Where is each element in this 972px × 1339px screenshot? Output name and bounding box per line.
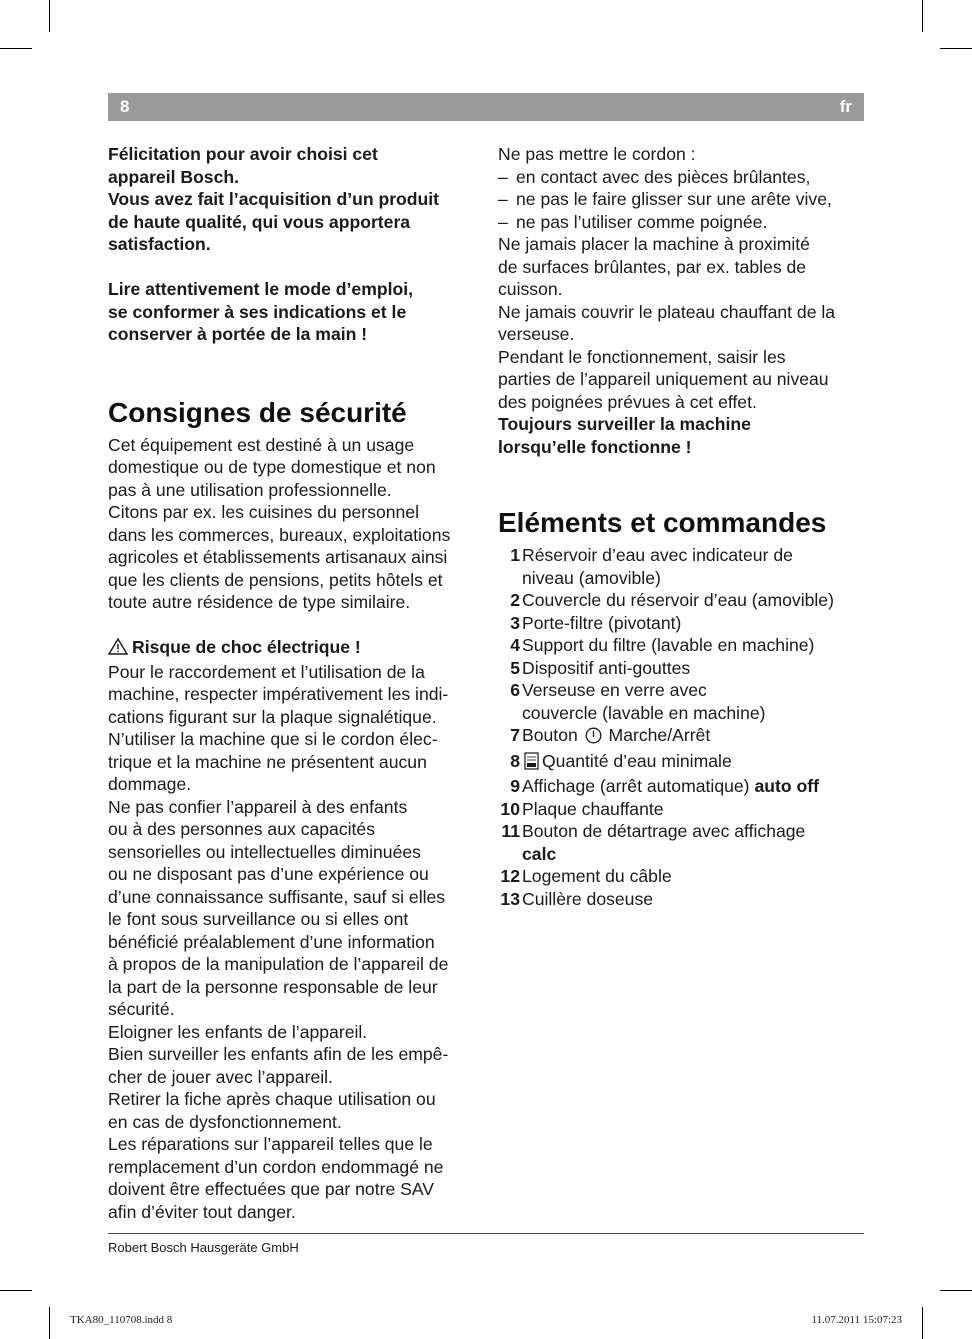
text-line: afin d’éviter tout danger. [108,1201,296,1222]
text-line: se conformer à ses indications et le [108,301,407,322]
item-number: 13 [500,888,520,909]
text-line: bénéficié préalablement d’une information [108,931,435,952]
footer-divider [108,1233,864,1234]
elements-list [498,544,864,910]
text-line: Pendant le fonctionnement, saisir les [498,346,786,367]
text-line: Toujours surveiller la machine [498,414,751,434]
text-line: que les clients de pensions, petits hôtels et [108,569,443,590]
item-number: 4 [510,635,520,655]
item-number: 5 [510,657,520,678]
list-item: – en contact avec des pièces brûlantes, [498,166,811,187]
text-line: Retirer la fiche après chaque utilisation ou [108,1089,436,1109]
text-line: Vous avez fait l’acquisition d’un produit [108,189,440,209]
page-header [108,93,864,121]
text-line: domestique ou de type domestique et non [108,457,436,477]
item-text: Porte-filtre (pivotant) [522,612,682,633]
text-line: de surfaces brûlantes, par ex. tables de [498,256,807,277]
print-slug-file: TKA80_110708.indd 8 [70,1314,173,1326]
text-line: des poignées prévues à cet effet. [498,391,757,412]
warning-triangle-icon [108,638,128,661]
text-line: le font sous surveillance ou si elles ont [108,909,409,929]
text-line: Félicitation pour avoir choisi cet [108,144,378,164]
text-line: Ne jamais placer la machine à proximité [498,234,810,254]
crop-mark [940,48,972,49]
warning-heading [108,636,480,661]
text-line: en cas de dysfonctionnement. [108,1111,342,1132]
item-text: Bouton de détartrage avec affichage [522,821,806,841]
elements-heading: Eléments et commandes [498,507,827,538]
text-line: N’utiliser la machine que si le cordon élec- [108,729,438,749]
crop-mark [49,0,50,32]
item-number: 2 [510,590,520,610]
item-text: Bouton [522,725,578,745]
list-item-text: ne pas le faire glisser sur une arête vive, [516,189,832,209]
list-item-text: en contact avec des pièces brûlantes, [516,166,811,187]
list-item [498,724,864,750]
text-line: sensorielles ou intellectuelles diminuées [108,841,421,862]
intro-congrats [108,143,480,256]
item-text: Verseuse en verre avec [522,680,707,700]
warning-title-text: Risque de choc électrique ! [132,637,361,657]
supervise-warning [498,413,864,458]
item-number: 10 [500,798,520,819]
safety-warning-paragraph [108,661,480,1224]
text-line: ou ne disposant pas d’une expérience ou [108,864,429,884]
list-item [498,775,864,798]
list-item-text: ne pas l’utiliser comme poignée. [516,211,768,232]
crop-mark [922,1307,923,1339]
left-column [108,143,480,1223]
item-text: Support du filtre (lavable en machine) [522,635,815,655]
item-text: Cuillère doseuse [522,888,654,909]
crop-mark [49,1307,50,1339]
text-line: Cet équipement est destiné à un usage [108,434,415,455]
safety-heading: Consignes de sécurité [108,396,407,428]
text-line: toute autre résidence de type similaire. [108,592,411,612]
text-line: lorsqu’elle fonctionne ! [498,436,692,457]
item-number: 1 [510,545,520,565]
item-bold-text: calc [522,843,557,864]
list-item [498,657,864,680]
item-text: Marche/Arrêt [608,725,711,745]
safety-right-paragraph [498,233,864,413]
text-line: à propos de la manipulation de l’appareil de [108,954,449,974]
text-line: machine, respecter impérativement les indi- [108,684,449,704]
list-item [498,888,864,911]
list-item: – ne pas l’utiliser comme poignée. [498,211,768,232]
item-text: Logement du câble [522,866,672,886]
list-item [498,589,864,612]
text-line: trique et la machine ne présentent aucun [108,751,427,772]
item-number: 3 [510,612,520,633]
list-item [498,679,864,724]
text-line: ou à des personnes aux capacités [108,819,376,839]
text-line: Ne pas confier l’appareil à des enfants [108,796,408,817]
text-line: d’une connaissance suffisante, sauf si elles [108,886,446,907]
crop-mark [0,48,32,49]
item-text: Réservoir d’eau avec indicateur de [522,545,793,565]
list-item [498,544,864,589]
item-text: Couvercle du réservoir d’eau (amovible) [522,590,834,610]
text-line: parties de l’appareil uniquement au niveau [498,369,829,389]
footer-company: Robert Bosch Hausgeräte GmbH [108,1240,299,1255]
text-line: verseuse. [498,324,575,344]
list-item [498,798,864,821]
item-text: Affichage (arrêt automatique) [522,776,750,796]
item-number: 7 [510,725,520,745]
crop-mark [922,0,923,32]
power-icon [585,727,602,750]
list-item [498,865,864,888]
language-code: fr [839,97,852,116]
text-line: doivent être effectuées que par notre SAV [108,1179,435,1199]
item-number: 12 [500,866,520,886]
text-line: agricoles et établissements artisanaux ainsi [108,547,448,567]
text-line: cuisson. [498,279,563,299]
text-line: Citons par ex. les cuisines du personnel [108,502,419,522]
text-line: de haute qualité, qui vous apportera [108,211,411,232]
cord-list [498,166,864,234]
item-text: Dispositif anti-gouttes [522,657,691,678]
item-text: niveau (amovible) [522,567,661,588]
text-line: pas à une utilisation professionnelle. [108,479,392,500]
item-number: 11 [501,821,520,841]
text-line: Bien surveiller les enfants afin de les empê- [108,1044,449,1064]
item-text: couvercle (lavable en machine) [522,702,766,723]
item-number: 6 [510,680,520,700]
text-line: Pour le raccordement et l’utilisation de la [108,661,425,682]
cord-intro: Ne pas mettre le cordon : [498,144,696,164]
text-line: conserver à portée de la main ! [108,324,368,344]
text-line: Les réparations sur l’appareil telles que le [108,1134,433,1154]
text-line: la part de la personne responsable de leur [108,976,438,997]
page-number: 8 [120,97,130,116]
text-line: Lire attentivement le mode d’emploi, [108,279,414,299]
text-line: cations figurant sur la plaque signalétique. [108,706,437,727]
text-line: appareil Bosch. [108,166,240,187]
text-line: cher de jouer avec l’appareil. [108,1066,333,1087]
list-item: – ne pas le faire glisser sur une arête vive, [498,189,832,209]
right-column [498,143,864,910]
text-line: remplacement d’un cordon endommagé ne [108,1156,444,1177]
item-text: Plaque chauffante [522,798,664,819]
item-number: 9 [510,776,520,796]
text-line: sécurité. [108,999,175,1019]
list-item [498,750,864,776]
text-line: dans les commerces, bureaux, exploitations [108,524,451,545]
print-slug-datetime: 11.07.2011 15:07:23 [811,1314,902,1326]
text-line: Ne jamais couvrir le plateau chauffant de la [498,301,836,322]
list-item [498,820,864,865]
intro-read-instructions [108,278,480,346]
list-item [498,612,864,635]
item-text: Quantité d’eau minimale [542,750,732,771]
text-line: satisfaction. [108,234,211,254]
list-item [498,634,864,657]
crop-mark [0,1290,32,1291]
text-line: Eloigner les enfants de l’appareil. [108,1021,368,1042]
crop-mark [940,1290,972,1291]
safety-usage-paragraph [108,434,480,614]
water-level-icon [524,752,540,776]
item-number: 8 [510,750,520,771]
text-line: dommage. [108,774,192,794]
item-bold-text: auto off [754,776,819,796]
